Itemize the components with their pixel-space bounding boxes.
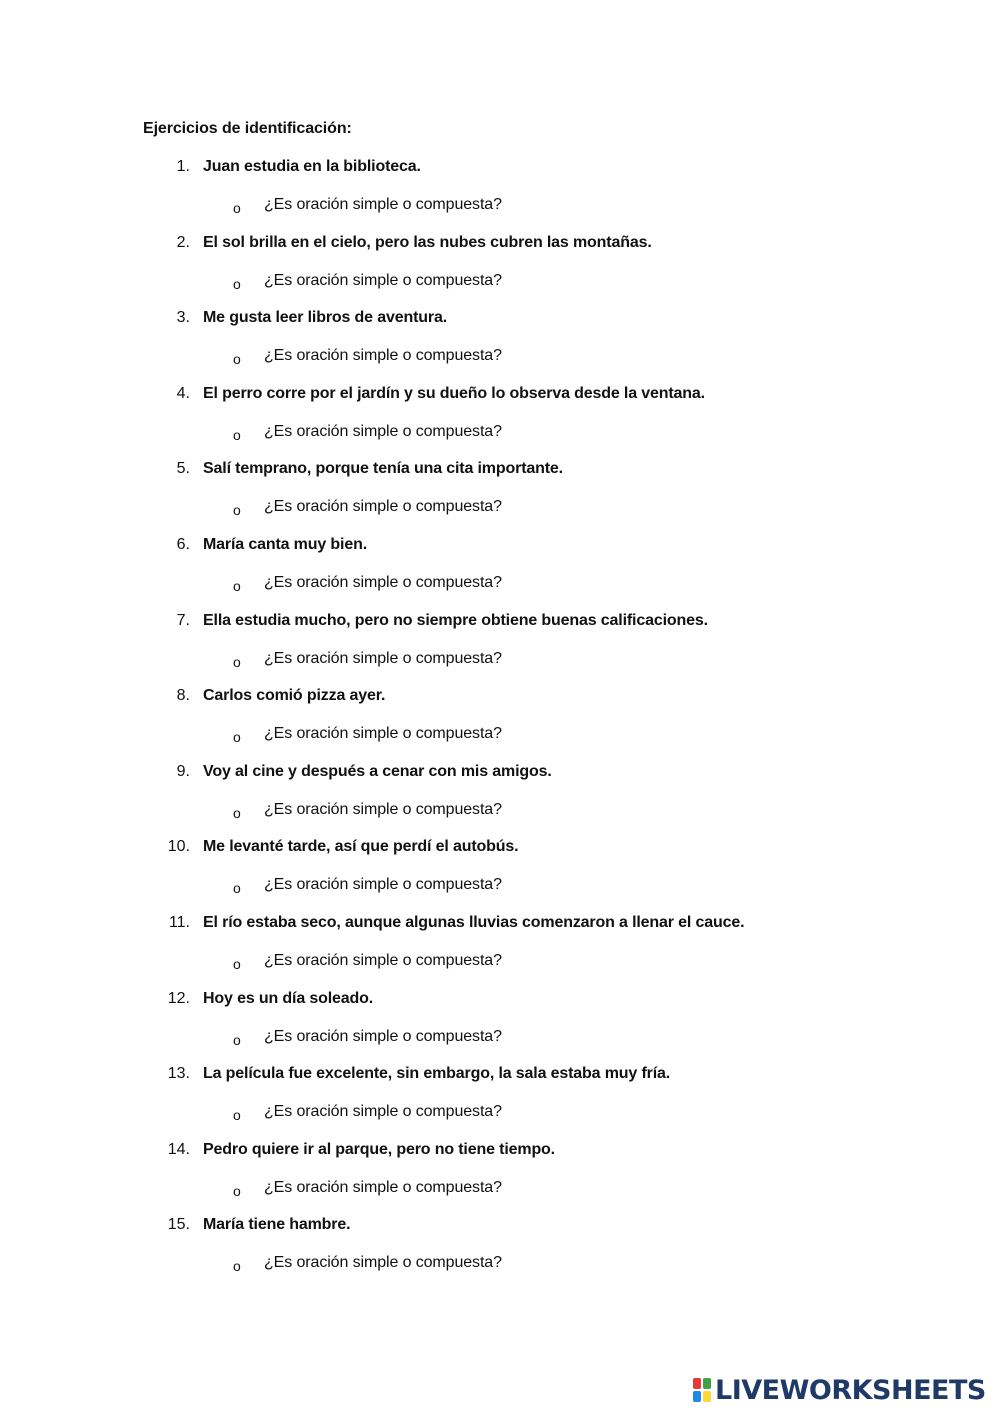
exercise-sentence: El sol brilla en el cielo, pero las nubes cubren las montañas. — [203, 233, 652, 251]
exercise-list — [0, 156, 1000, 1290]
exercise-item — [0, 156, 1000, 232]
exercise-number: 7. — [176, 611, 190, 629]
exercise-number: 10. — [167, 838, 190, 856]
exercise-sentence: María tiene hambre. — [203, 1216, 351, 1234]
bullet-icon: o — [233, 880, 241, 897]
exercise-number: 5. — [176, 460, 190, 478]
exercise-number: 9. — [176, 762, 190, 780]
exercise-sentence: María canta muy bien. — [203, 535, 368, 553]
exercise-number: 15. — [167, 1216, 190, 1234]
exercise-item — [0, 685, 1000, 761]
exercise-item — [0, 1139, 1000, 1215]
exercise-item — [0, 912, 1000, 988]
bullet-icon: o — [233, 351, 241, 368]
bullet-icon: o — [233, 275, 241, 292]
exercise-sentence: Ella estudia mucho, pero no siempre obtiene buenas calificaciones. — [203, 611, 708, 629]
exercise-question: ¿Es oración simple o compuesta? — [264, 422, 502, 440]
bullet-icon: o — [233, 1107, 241, 1124]
exercise-sentence: Me levanté tarde, así que perdí el autobús. — [203, 838, 519, 856]
exercise-item — [0, 383, 1000, 459]
bullet-icon: o — [233, 1031, 241, 1048]
exercise-sentence: La película fue excelente, sin embargo, la sala estaba muy fría. — [203, 1065, 671, 1083]
bullet-icon: o — [233, 653, 241, 670]
exercise-item — [0, 988, 1000, 1064]
page-heading: Ejercicios de identificación: — [143, 120, 352, 137]
exercise-question: ¿Es oración simple o compuesta? — [264, 1103, 502, 1121]
exercise-number: 4. — [176, 384, 190, 402]
logo-square-green — [703, 1378, 711, 1389]
exercise-item — [0, 232, 1000, 308]
exercise-question: ¿Es oración simple o compuesta? — [264, 800, 502, 818]
exercise-sentence: Carlos comió pizza ayer. — [203, 687, 386, 705]
exercise-sentence: Me gusta leer libros de aventura. — [203, 309, 448, 327]
exercise-item — [0, 307, 1000, 383]
exercise-question: ¿Es oración simple o compuesta? — [264, 271, 502, 289]
exercise-question: ¿Es oración simple o compuesta? — [264, 196, 502, 213]
logo-square-yellow — [703, 1391, 711, 1402]
bullet-icon: o — [233, 804, 241, 821]
exercise-question: ¿Es oración simple o compuesta? — [264, 1027, 502, 1045]
exercise-question: ¿Es oración simple o compuesta? — [264, 1178, 502, 1196]
exercise-item — [0, 836, 1000, 912]
exercise-question: ¿Es oración simple o compuesta? — [264, 347, 502, 365]
bullet-icon: o — [233, 200, 241, 216]
bullet-icon: o — [233, 1258, 241, 1275]
exercise-question: ¿Es oración simple o compuesta? — [264, 725, 502, 743]
exercise-number: 13. — [167, 1065, 190, 1083]
exercise-question: ¿Es oración simple o compuesta? — [264, 498, 502, 516]
exercise-question: ¿Es oración simple o compuesta? — [264, 573, 502, 591]
bullet-icon: o — [233, 502, 241, 519]
exercise-item — [0, 458, 1000, 534]
liveworksheets-logo-icon — [692, 1377, 712, 1403]
bullet-icon: o — [233, 1182, 241, 1199]
logo-text: LIVEWORKSHEETS — [715, 1374, 986, 1406]
bullet-icon: o — [233, 729, 241, 746]
exercise-number: 2. — [176, 233, 190, 251]
bullet-icon: o — [233, 577, 241, 594]
exercise-item — [0, 610, 1000, 686]
exercise-question: ¿Es oración simple o compuesta? — [264, 951, 502, 969]
exercise-sentence: El río estaba seco, aunque algunas lluvias comenzaron a llenar el cauce. — [203, 913, 745, 931]
exercise-sentence: El perro corre por el jardín y su dueño lo observa desde la ventana. — [203, 384, 705, 402]
exercise-item — [0, 761, 1000, 837]
bullet-icon: o — [233, 426, 241, 443]
exercise-item — [0, 534, 1000, 610]
exercise-question: ¿Es oración simple o compuesta? — [264, 876, 502, 894]
exercise-sentence: Pedro quiere ir al parque, pero no tiene tiempo. — [203, 1140, 555, 1158]
exercise-sentence: Hoy es un día soleado. — [203, 989, 374, 1007]
logo-square-blue — [693, 1391, 701, 1402]
exercise-sentence: Juan estudia en la biblioteca. — [203, 158, 421, 175]
liveworksheets-logo — [692, 1374, 986, 1406]
exercise-number: 11. — [168, 913, 190, 931]
exercise-number: 6. — [176, 535, 190, 553]
exercise-item — [0, 1214, 1000, 1290]
exercise-item — [0, 1063, 1000, 1139]
exercise-question: ¿Es oración simple o compuesta? — [264, 649, 502, 667]
logo-square-red — [693, 1378, 701, 1389]
exercise-number: 14. — [167, 1140, 190, 1158]
exercise-number: 1. — [176, 158, 190, 175]
exercise-sentence: Salí temprano, porque tenía una cita importante. — [203, 460, 563, 478]
exercise-number: 8. — [176, 687, 190, 705]
exercise-number: 12. — [167, 989, 190, 1007]
exercise-question: ¿Es oración simple o compuesta? — [264, 1254, 502, 1272]
bullet-icon: o — [233, 955, 241, 972]
exercise-sentence: Voy al cine y después a cenar con mis amigos. — [203, 762, 552, 780]
exercise-number: 3. — [176, 309, 190, 327]
